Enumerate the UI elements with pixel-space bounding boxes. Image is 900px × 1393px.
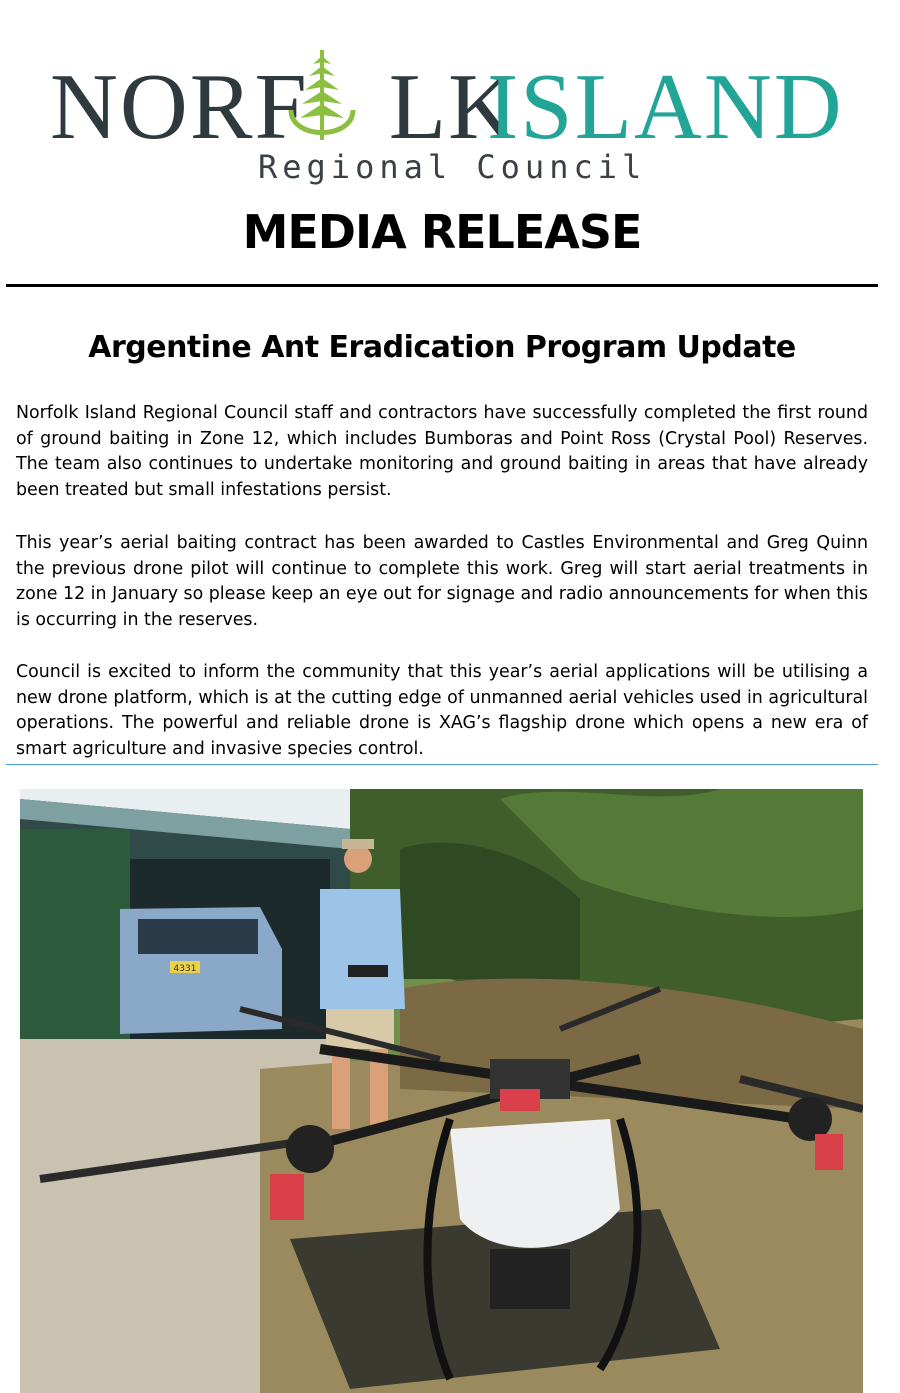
logo-word-island: ISLAND bbox=[487, 55, 844, 159]
article-title: Argentine Ant Eradication Program Update bbox=[88, 330, 796, 365]
logo-norf: NORF bbox=[50, 55, 309, 159]
car-plate-text: 4331 bbox=[173, 964, 197, 974]
section-divider bbox=[6, 764, 878, 765]
media-release-heading: MEDIA RELEASE bbox=[242, 205, 642, 259]
council-logo bbox=[0, 0, 900, 190]
drone-photo bbox=[20, 789, 863, 1393]
header-divider bbox=[6, 284, 878, 287]
paragraph-2: This year’s aerial baiting contract has been awarded to Castles Environmental and Greg Quinn the previous drone pilot will continue to complete this work. Greg will start aerial treatments in zone 12 in January so please keep an eye out for signage and radio announcements for when this is occurring in the reserves. bbox=[16, 533, 868, 630]
logo-lk: LK bbox=[388, 55, 519, 159]
paragraph-3: Council is excited to inform the community that this year’s aerial applications will be utilising a new drone platform, which is at the cutting edge of unmanned aerial vehicles used in agricultural operations. The powerful and reliable drone is XAG’s flagship drone which opens a new era of smart agriculture and invasive species control. bbox=[16, 662, 868, 759]
paragraph-1: Norfolk Island Regional Council staff and contractors have successfully completed the first round of ground baiting in Zone 12, which includes Bumboras and Point Ross (Crystal Pool) Reserves. The team also continues to undertake monitoring and ground baiting in areas that have already been treated but small infestations persist. bbox=[16, 403, 868, 500]
drone-photo-illustration bbox=[20, 789, 863, 1393]
fern-icon bbox=[283, 44, 361, 148]
logo-subtitle: Regional Council bbox=[258, 148, 647, 186]
